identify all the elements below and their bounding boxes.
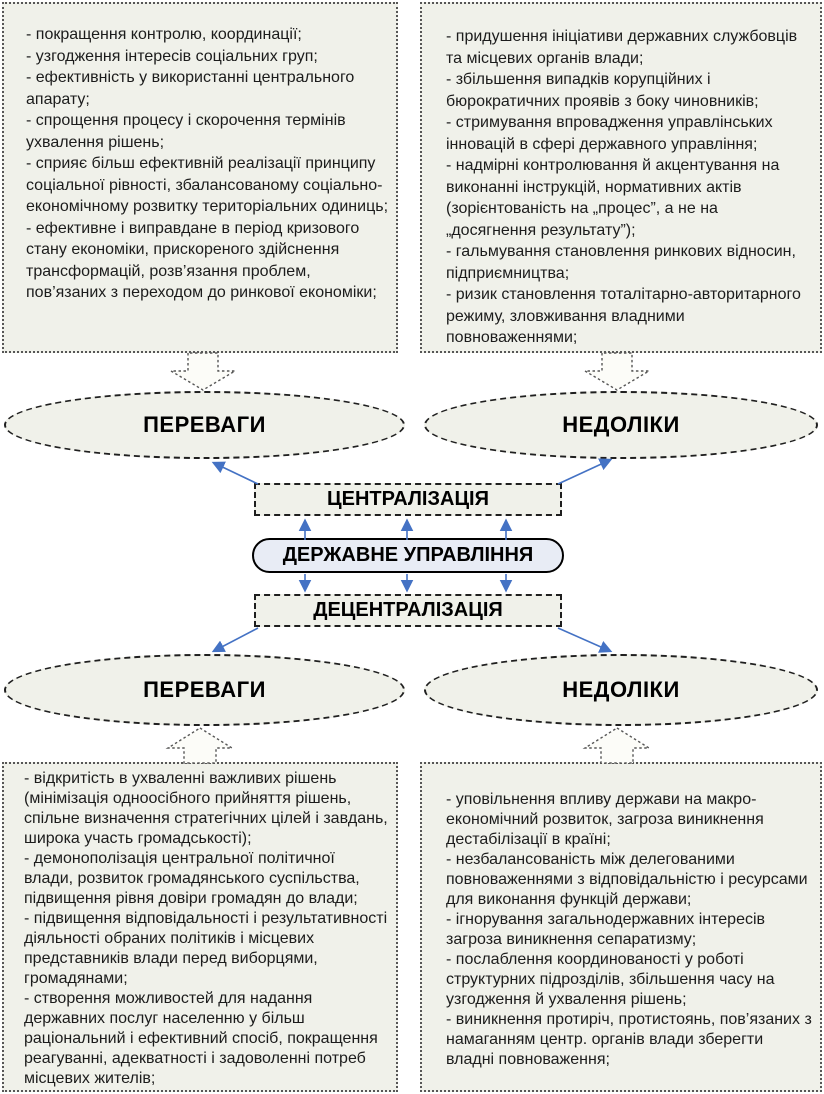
node-label: ДЕЦЕНТРАЛІЗАЦІЯ <box>313 599 503 621</box>
list-item: - уповільнення впливу держави на макро-економічний розвиток, загроза виникнення дестабілізації в країні; <box>446 791 764 848</box>
arrow-centralization-to-advantages <box>214 463 258 484</box>
list-item: - спрощення процесу і скорочення термінів ухвалення рішень; <box>26 112 346 151</box>
list-item: - гальмування становлення ринкових відносин, підприємництва; <box>446 243 796 282</box>
block-arrow-up-icon <box>585 728 649 763</box>
decentralization-advantages-ellipse <box>4 654 405 726</box>
arrow-centralization-to-disadvantages <box>558 460 610 484</box>
list-item: - послаблення координованості у роботі структурних підрозділів, збільшення часу на узгодження й ухвалення рішень; <box>446 951 775 1008</box>
decentralization-disadvantages-box <box>420 762 822 1092</box>
centralization-advantages-box <box>2 2 398 353</box>
state-administration-node <box>252 538 564 573</box>
arrow-decentralization-to-advantages <box>214 628 258 651</box>
list-item: - демонополізація центральної політичної влади, розвиток громадянського суспільства, підвищення рівня довіри громадян до влади; <box>24 850 360 907</box>
list-item: - надмірні контролювання й акцентування на виконанні інструкцій, нормативних актів (зорієнтованість на „процес”, а не на „досягнення результату”); <box>446 157 780 239</box>
ellipse-label: ПЕРЕВАГИ <box>143 412 266 437</box>
list-item: - покращення контролю, координації; <box>26 26 302 43</box>
block-arrow-down-icon <box>585 353 649 390</box>
list-item: - стримування впровадження управлінських інновацій в сфері державного управління; <box>446 114 773 153</box>
centralization-disadvantages-ellipse <box>424 391 818 459</box>
list-item: - узгодження інтересів соціальних груп; <box>26 47 318 65</box>
list-item: - виникнення протиріч, протистоянь, пов’язаних з намаганням центр. органів влади зберегти владні повноваження; <box>446 1011 812 1068</box>
list-item: - ефективність у використанні центрального апарату; <box>26 69 355 108</box>
block-arrow-down-icon <box>171 353 235 390</box>
centralization-disadvantages-box <box>420 2 822 353</box>
node-label: ЦЕНТРАЛІЗАЦІЯ <box>327 488 489 510</box>
centralization-advantages-ellipse <box>4 391 405 459</box>
list-item: - ігнорування загальнодержавних інтересів загроза виникнення сепаратизму; <box>446 911 766 948</box>
list-item: - підвищення відповідальності і результативності діяльності обраних політиків і місцевих представників влади перед виборцями, громадянами; <box>24 910 388 987</box>
node-label: ДЕРЖАВНЕ УПРАВЛІННЯ <box>282 544 534 566</box>
block-arrow-up-icon <box>168 728 232 763</box>
arrow-decentralization-to-disadvantages <box>558 628 610 651</box>
ellipse-label: НЕДОЛІКИ <box>562 677 680 702</box>
list-item: - ризик становлення тоталітарно-авторитарного режиму, зловживання владними повноваженнями; <box>446 286 801 346</box>
list-item: - збільшення випадків корупційних і бюрократичних проявів з боку чиновників; <box>446 71 759 110</box>
list-item: - придушення ініціативи державних службовців та місцевих органів влади; <box>446 28 798 67</box>
decentralization-node <box>254 594 562 627</box>
list-item: - створення можливостей для надання державних послуг населенню у більш раціональний і ефективний спосіб, покращення реагуванні, адекватності і задоволенні потреб місцевих жителів; <box>24 990 378 1087</box>
ellipse-label: ПЕРЕВАГИ <box>143 677 266 702</box>
decentralization-advantages-box <box>2 762 398 1092</box>
list-item: - сприяє більш ефективній реалізації принципу соціальної рівності, збалансованому соціально-економічному розвитку територіальних одиниць; <box>26 155 389 215</box>
list-item: - незбалансованість між делегованими повноваженнями з відповідальністю і ресурсами для виконання функцій держави; <box>446 851 808 908</box>
list-item: - відкритість в ухваленні важливих рішень (мінімізація одноосібного прийняття рішень, спільне визначення стратегічних цілей і завдань, широка участь громадськості); <box>24 770 388 847</box>
decentralization-disadvantages-ellipse <box>424 654 818 726</box>
centralization-node <box>254 483 562 516</box>
list-item: - ефективне і виправдане в період кризового стану економіки, прискореного здійснення трансформацій, розв’язання проблем, пов’язаних з переходом до ринкової економіки; <box>26 219 377 301</box>
ellipse-label: НЕДОЛІКИ <box>562 412 680 437</box>
